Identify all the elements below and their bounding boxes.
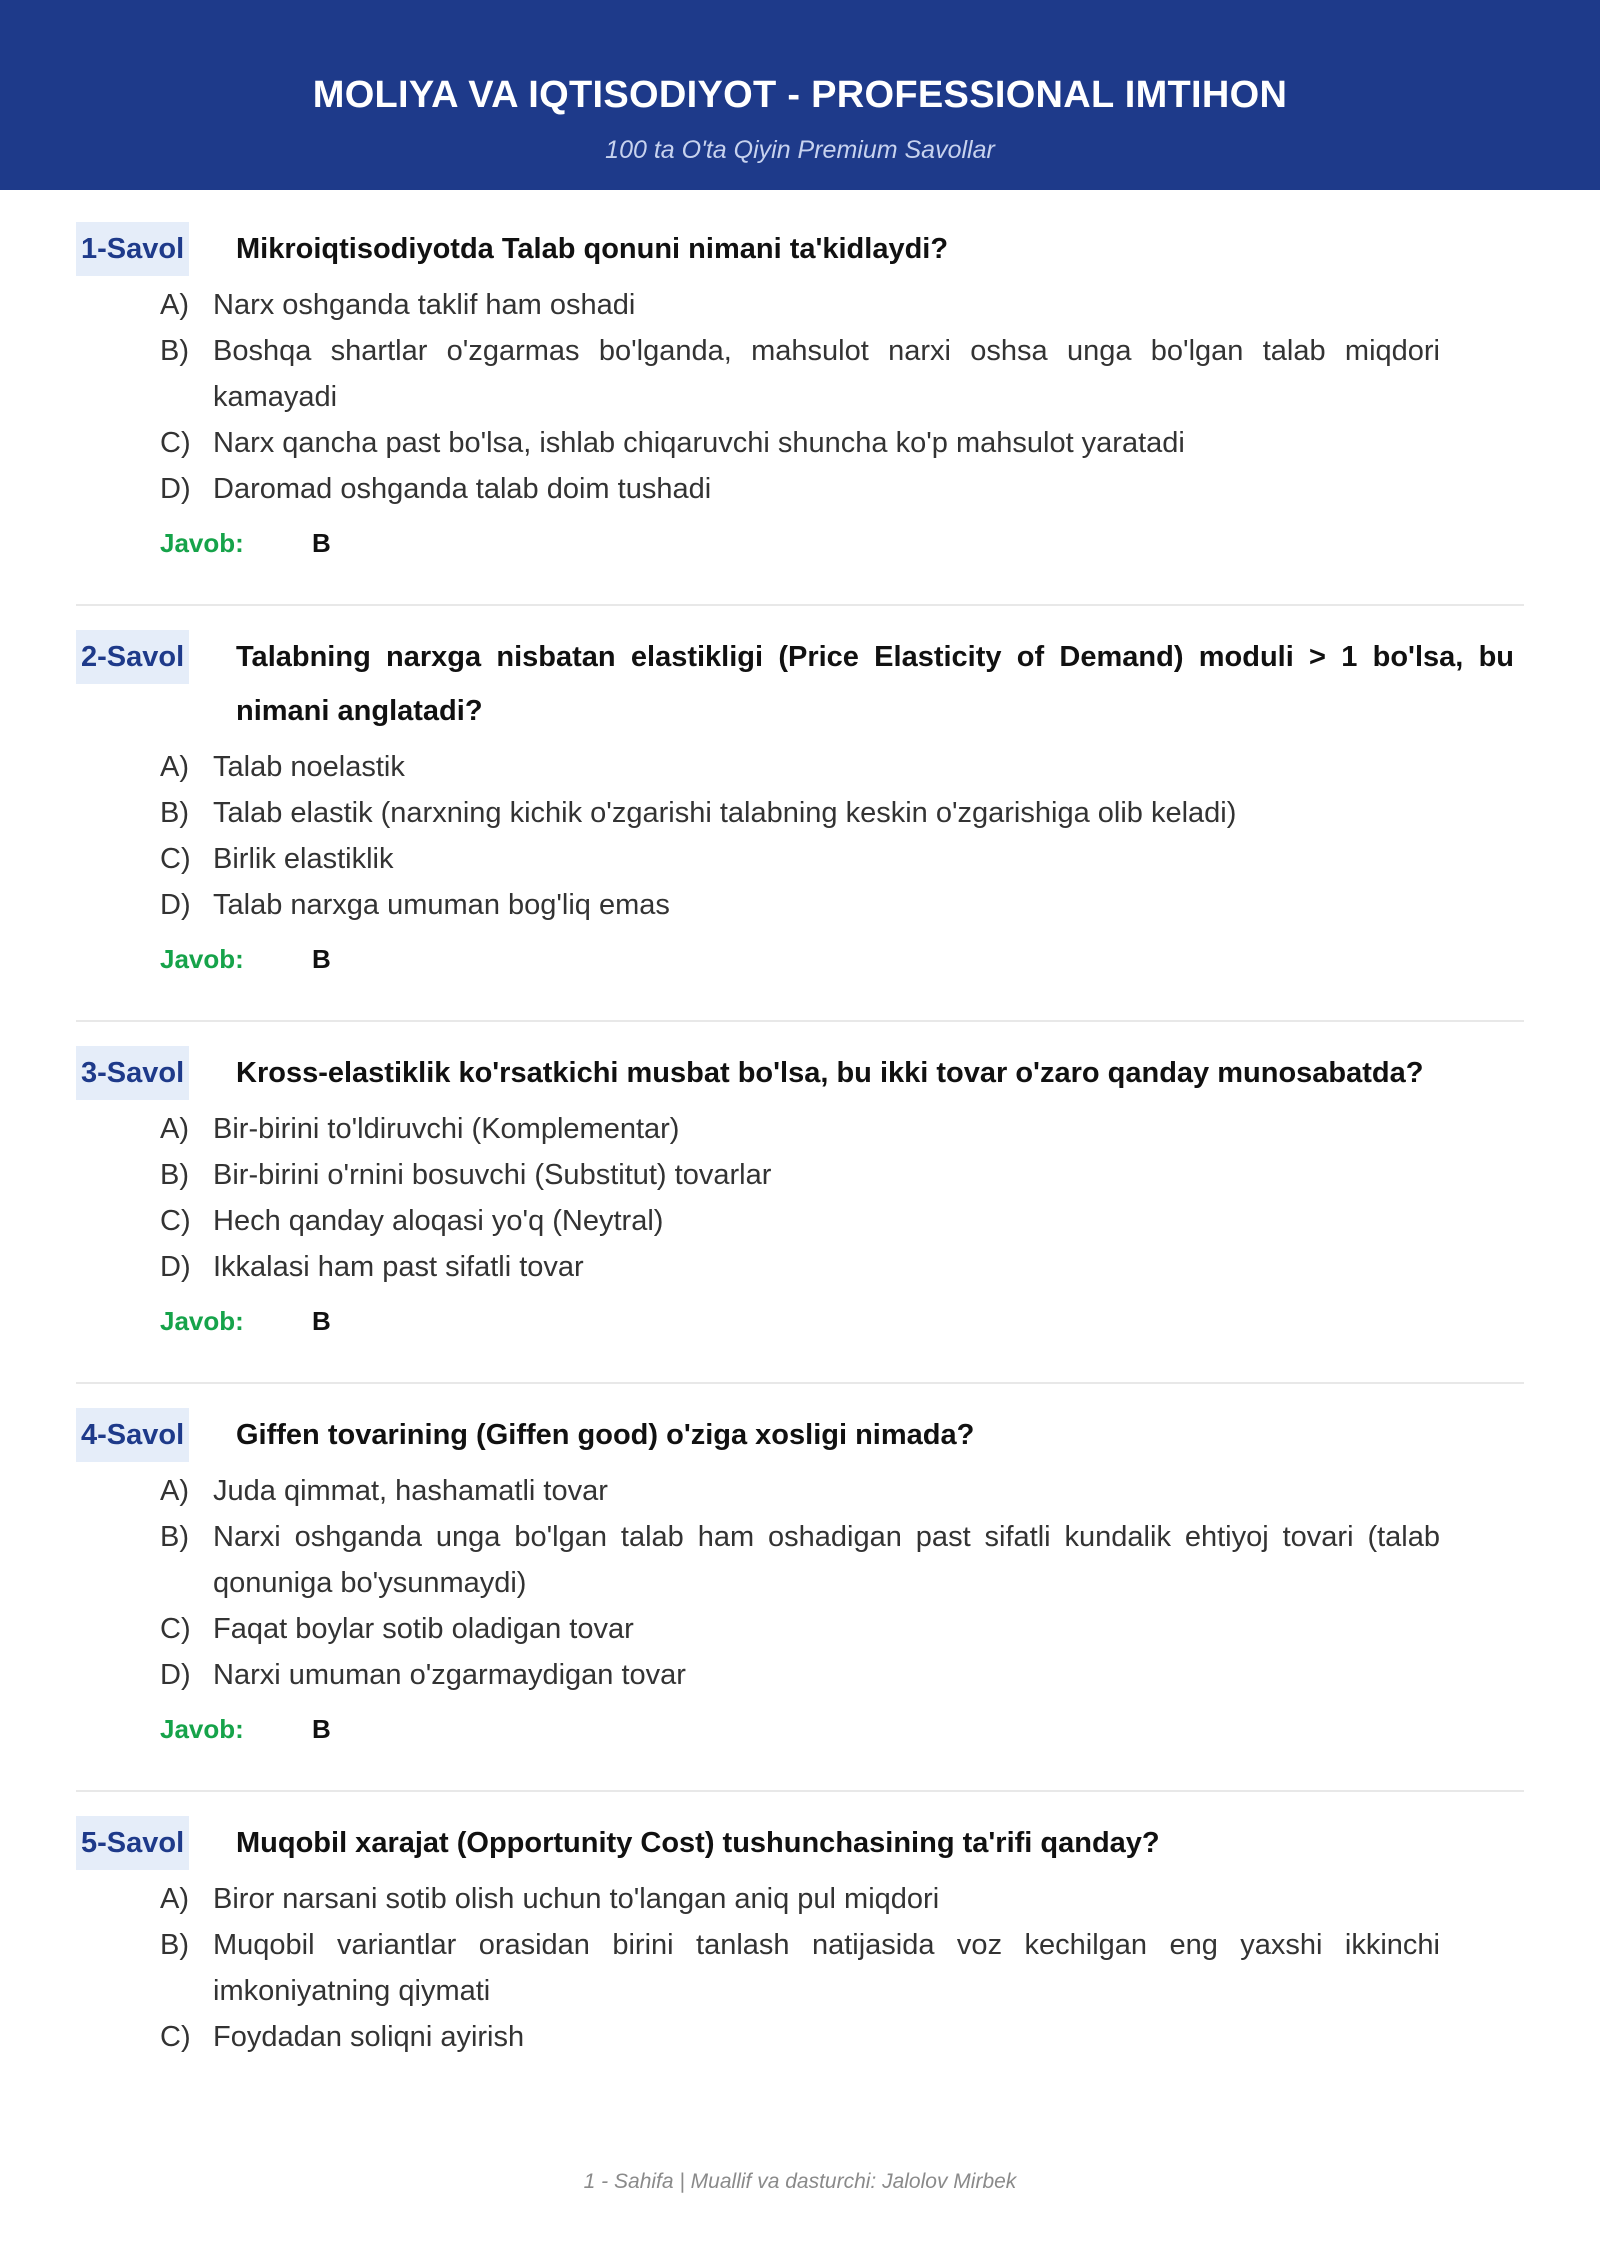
question-header: [76, 222, 1524, 276]
option-letter: C): [160, 1205, 191, 1237]
option-letter: D): [160, 1251, 191, 1283]
question-header: [76, 1408, 1524, 1462]
option-item: [160, 836, 1440, 882]
option-item: [160, 1652, 1440, 1698]
option-text: Hech qanday aloqasi yo'q (Neytral): [213, 1205, 664, 1237]
option-text: Narxi oshganda unga bo'lgan talab ham oshadigan past sifatli kundalik ehtiyoj tovari (talab qonuniga bo'ysunmaydi): [213, 1521, 1440, 1599]
questions-list: [76, 222, 1524, 2060]
option-item: [160, 328, 1440, 420]
answer-row: [160, 1296, 1524, 1346]
answer-label: Javob:: [160, 528, 244, 558]
page-header: [0, 0, 1600, 190]
question-number: 5-Savol: [76, 1816, 189, 1870]
option-letter: C): [160, 427, 191, 459]
option-item: [160, 1152, 1440, 1198]
question-text: Talabning narxga nisbatan elastikligi (Price Elasticity of Demand) moduli > 1 bo'lsa, bu nimani anglatadi?: [236, 641, 1514, 727]
question-text: Kross-elastiklik ko'rsatkichi musbat bo'lsa, bu ikki tovar o'zaro qanday munosabatda?: [236, 1057, 1424, 1089]
option-letter: D): [160, 889, 191, 921]
question-divider: [76, 1020, 1524, 1022]
option-letter: B): [160, 1929, 189, 1961]
question-divider: [76, 1790, 1524, 1792]
option-letter: A): [160, 1113, 189, 1145]
answer-options: [76, 1468, 1524, 1698]
option-text: Talab elastik (narxning kichik o'zgarishi talabning keskin o'zgarishiga olib keladi): [213, 797, 1237, 829]
answer-options: [76, 744, 1524, 928]
option-text: Biror narsani sotib olish uchun to'langan aniq pul miqdori: [213, 1883, 940, 1915]
answer-value: B: [312, 1306, 331, 1336]
option-item: [160, 420, 1440, 466]
option-item: [160, 282, 1440, 328]
question-block: [76, 1816, 1524, 2060]
answer-options: [76, 1106, 1524, 1290]
question-number: 4-Savol: [76, 1408, 189, 1462]
option-text: Narxi umuman o'zgarmaydigan tovar: [213, 1659, 686, 1691]
answer-options: [76, 282, 1524, 512]
question-header: [76, 1046, 1524, 1100]
option-item: [160, 1244, 1440, 1290]
answer-value: B: [312, 944, 331, 974]
question-text: Muqobil xarajat (Opportunity Cost) tushunchasining ta'rifi qanday?: [236, 1827, 1160, 1859]
question-block: [76, 1408, 1524, 1754]
option-item: [160, 1514, 1440, 1606]
option-letter: B): [160, 797, 189, 829]
question-number: 1-Savol: [76, 222, 189, 276]
option-letter: A): [160, 289, 189, 321]
document-subtitle: 100 ta O'ta Qiyin Premium Savollar: [605, 136, 995, 164]
option-text: Talab noelastik: [213, 751, 405, 783]
option-text: Bir-birini o'rnini bosuvchi (Substitut) tovarlar: [213, 1159, 772, 1191]
option-text: Bir-birini to'ldiruvchi (Komplementar): [213, 1113, 680, 1145]
option-letter: D): [160, 473, 191, 505]
document-title: MOLIYA VA IQTISODIYOT - PROFESSIONAL IMTIHON: [312, 74, 1288, 116]
option-letter: A): [160, 1883, 189, 1915]
question-block: [76, 1046, 1524, 1346]
option-item: [160, 882, 1440, 928]
answer-label: Javob:: [160, 944, 244, 974]
answer-row: [160, 518, 1524, 568]
answer-row: [160, 1704, 1524, 1754]
question-header: [76, 630, 1524, 738]
option-letter: C): [160, 843, 191, 875]
question-divider: [76, 604, 1524, 606]
option-text: Ikkalasi ham past sifatli tovar: [213, 1251, 584, 1283]
option-item: [160, 466, 1440, 512]
option-letter: A): [160, 1475, 189, 1507]
question-number: 2-Savol: [76, 630, 189, 684]
question-number: 3-Savol: [76, 1046, 189, 1100]
option-letter: C): [160, 2021, 191, 2053]
answer-row: [160, 934, 1524, 984]
option-text: Faqat boylar sotib oladigan tovar: [213, 1613, 634, 1645]
option-item: [160, 1606, 1440, 1652]
option-item: [160, 1468, 1440, 1514]
option-item: [160, 1922, 1440, 2014]
question-text: Giffen tovarining (Giffen good) o'ziga xosligi nimada?: [236, 1419, 975, 1451]
option-letter: A): [160, 751, 189, 783]
option-text: Talab narxga umuman bog'liq emas: [213, 889, 670, 921]
option-item: [160, 1106, 1440, 1152]
question-block: [76, 222, 1524, 568]
question-block: [76, 630, 1524, 984]
answer-label: Javob:: [160, 1306, 244, 1336]
option-text: Juda qimmat, hashamatli tovar: [213, 1475, 608, 1507]
answer-value: B: [312, 1714, 331, 1744]
option-item: [160, 744, 1440, 790]
answer-label: Javob:: [160, 1714, 244, 1744]
option-letter: B): [160, 1521, 189, 1553]
option-letter: B): [160, 1159, 189, 1191]
option-text: Daromad oshganda talab doim tushadi: [213, 473, 712, 505]
option-text: Boshqa shartlar o'zgarmas bo'lganda, mahsulot narxi oshsa unga bo'lgan talab miqdori kamayadi: [213, 335, 1440, 413]
option-item: [160, 2014, 1440, 2060]
option-text: Foydadan soliqni ayirish: [213, 2021, 525, 2053]
option-item: [160, 790, 1440, 836]
option-item: [160, 1198, 1440, 1244]
option-text: Muqobil variantlar orasidan birini tanlash natijasida voz kechilgan eng yaxshi ikkinchi imkoniyatning qiymati: [213, 1929, 1440, 2007]
option-item: [160, 1876, 1440, 1922]
page-footer: 1 - Sahifa | Muallif va dasturchi: Jalolov Mirbek: [583, 2170, 1017, 2193]
question-divider: [76, 1382, 1524, 1384]
question-text: Mikroiqtisodiyotda Talab qonuni nimani ta'kidlaydi?: [236, 233, 949, 265]
option-letter: B): [160, 335, 189, 367]
option-text: Birlik elastiklik: [213, 843, 394, 875]
option-text: Narx oshganda taklif ham oshadi: [213, 289, 636, 321]
answer-options: [76, 1876, 1524, 2060]
question-header: [76, 1816, 1524, 1870]
option-letter: D): [160, 1659, 191, 1691]
option-letter: C): [160, 1613, 191, 1645]
answer-value: B: [312, 528, 331, 558]
option-text: Narx qancha past bo'lsa, ishlab chiqaruvchi shuncha ko'p mahsulot yaratadi: [213, 427, 1185, 459]
